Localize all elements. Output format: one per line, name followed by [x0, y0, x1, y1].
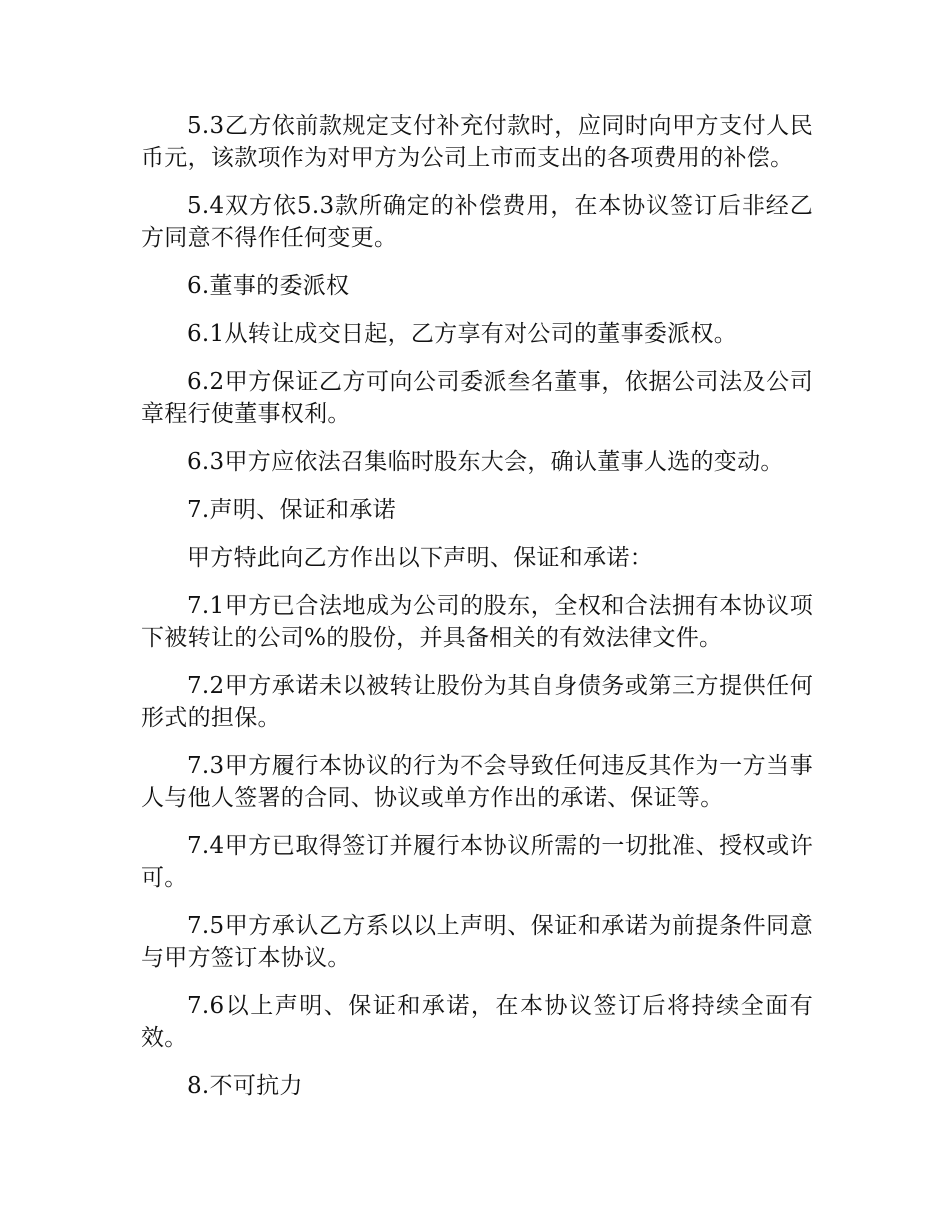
paragraph-5-4: 5.4双方依5.3款所确定的补偿费用，在本协议签订后非经乙方同意不得作任何变更。 [141, 193, 813, 251]
paragraph-7-intro: 甲方特此向乙方作出以下声明、保证和承诺： [187, 545, 653, 571]
paragraph-7-1: 7.1甲方已合法地成为公司的股东，全权和合法拥有本协议项下被转让的公司%的股份，并具备相关的有效法律文件。 [141, 593, 813, 651]
paragraph-6-3: 6.3甲方应依法召集临时股东大会，确认董事人选的变动。 [187, 449, 784, 475]
paragraph-7-3: 7.3甲方履行本协议的行为不会导致任何违反其作为一方当事人与他人签署的合同、协议或单方作出的承诺、保证等。 [141, 753, 813, 811]
paragraph-6-2: 6.2甲方保证乙方可向公司委派叁名董事，依据公司法及公司章程行使董事权利。 [141, 369, 813, 427]
paragraph-7-4: 7.4甲方已取得签订并履行本协议所需的一切批准、授权或许可。 [141, 833, 813, 891]
document-page [141, 110, 813, 1118]
paragraph-6-1: 6.1从转让成交日起，乙方享有对公司的董事委派权。 [187, 321, 738, 347]
paragraph-7-5: 7.5甲方承认乙方系以以上声明、保证和承诺为前提条件同意与甲方签订本协议。 [141, 913, 813, 971]
section-heading-7: 7.声明、保证和承诺 [187, 497, 396, 523]
section-heading-6: 6.董事的委派权 [187, 273, 350, 299]
paragraph-5-3: 5.3乙方依前款规定支付补充付款时，应同时向甲方支付人民币元，该款项作为对甲方为公司上市而支出的各项费用的补偿。 [141, 113, 813, 171]
paragraph-7-2: 7.2甲方承诺未以被转让股份为其自身债务或第三方提供任何形式的担保。 [141, 673, 813, 731]
section-heading-8: 8.不可抗力 [187, 1073, 303, 1099]
paragraph-7-6: 7.6以上声明、保证和承诺，在本协议签订后将持续全面有效。 [141, 993, 813, 1051]
